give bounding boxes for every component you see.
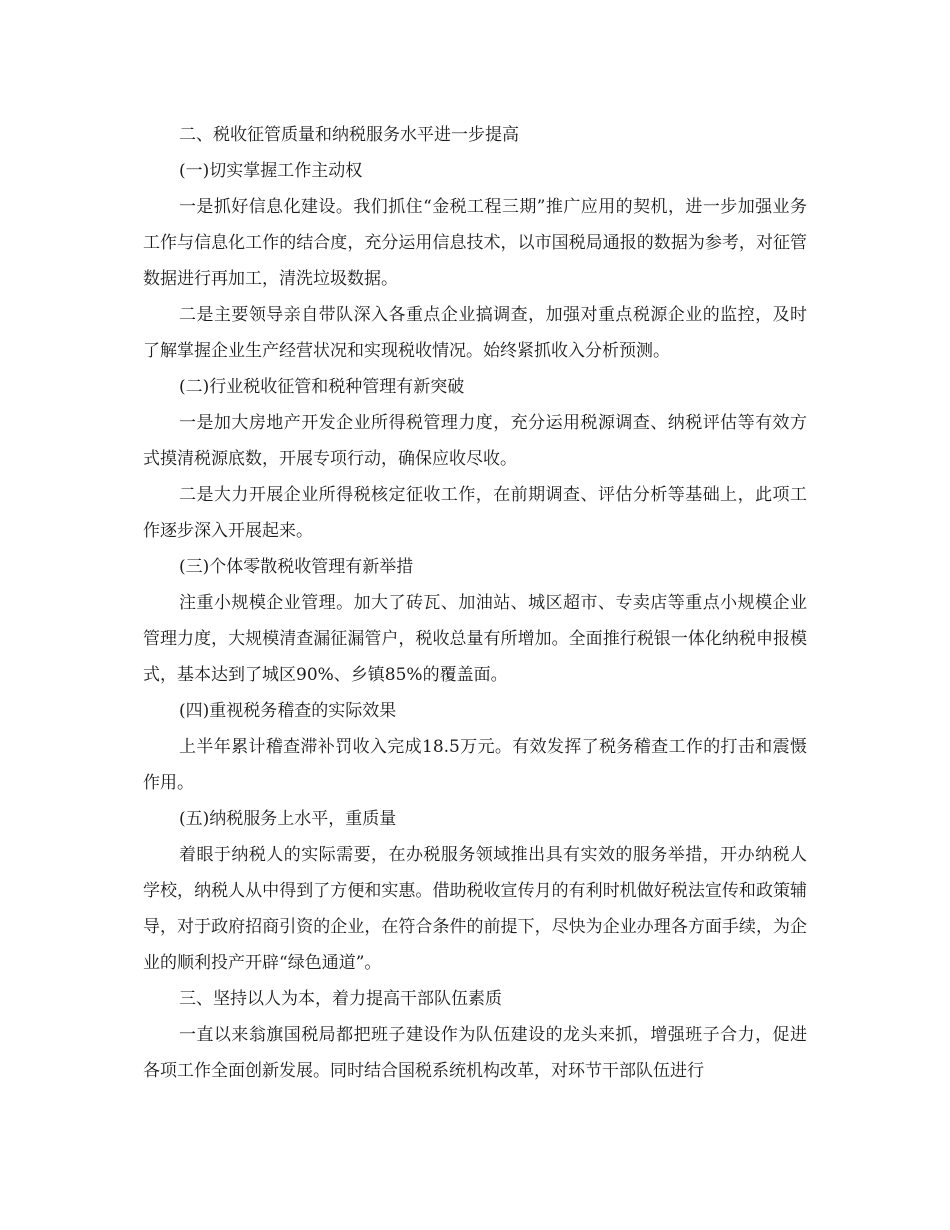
subheading-1: (一)切实掌握工作主动权 <box>179 161 363 181</box>
paragraph-key-enterprise-survey: 二是主要领导亲自带队深入各重点企业搞调查，加强对重点税源企业的监控，及时了解掌握企业生产经营状况和实现税收情况。始终紧抓收入分析预测。 <box>143 305 807 361</box>
paragraph-team-building: 一直以来翁旗国税局都把班子建设作为队伍建设的龙头来抓，增强班子合力，促进各项工作全面创新发展。同时结合国税系统机构改革，对环节干部队伍进行 <box>143 1025 807 1081</box>
paragraph-real-estate-tax: 一是加大房地产开发企业所得税管理力度，充分运用税源调查、纳税评估等有效方式摸清税源底数，开展专项行动，确保应收尽收。 <box>143 413 807 469</box>
subheading-3: (三)个体零散税收管理有新举措 <box>179 557 414 577</box>
paragraph-information-construction: 一是抓好信息化建设。我们抓住“金税工程三期”推广应用的契机，进一步加强业务工作与信息化工作的结合度，充分运用信息技术，以市国税局通报的数据为参考，对征管数据进行再加工，清洗垃圾数据。 <box>143 197 807 289</box>
section-heading-3: 三、坚持以人为本，着力提高干部队伍素质 <box>179 989 502 1009</box>
section-heading-2: 二、税收征管质量和纳税服务水平进一步提高 <box>179 125 519 145</box>
document-body <box>143 117 807 1089</box>
paragraph-small-enterprise-management: 注重小规模企业管理。加大了砖瓦、加油站、城区超市、专卖店等重点小规模企业管理力度，大规模清查漏征漏管户，税收总量有所增加。全面推行税银一体化纳税申报模式，基本达到了城区90%、乡镇85%的覆盖面。 <box>143 593 807 685</box>
subheading-4: (四)重视税务稽查的实际效果 <box>179 701 397 721</box>
paragraph-tax-inspection: 上半年累计稽查滞补罚收入完成18.5万元。有效发挥了税务稽查工作的打击和震慑作用。 <box>143 737 807 793</box>
paragraph-income-tax-assessment: 二是大力开展企业所得税核定征收工作，在前期调查、评估分析等基础上，此项工作逐步深入开展起来。 <box>143 485 807 541</box>
subheading-2: (二)行业税收征管和税种管理有新突破 <box>179 377 465 397</box>
subheading-5: (五)纳税服务上水平，重质量 <box>179 809 397 829</box>
paragraph-taxpayer-service: 着眼于纳税人的实际需要，在办税服务领域推出具有实效的服务举措，开办纳税人学校，纳税人从中得到了方便和实惠。借助税收宣传月的有利时机做好税法宣传和政策辅导，对于政府招商引资的企业，在符合条件的前提下，尽快为企业办理各方面手续，为企业的顺利投产开辟“绿色通道”。 <box>143 845 807 973</box>
